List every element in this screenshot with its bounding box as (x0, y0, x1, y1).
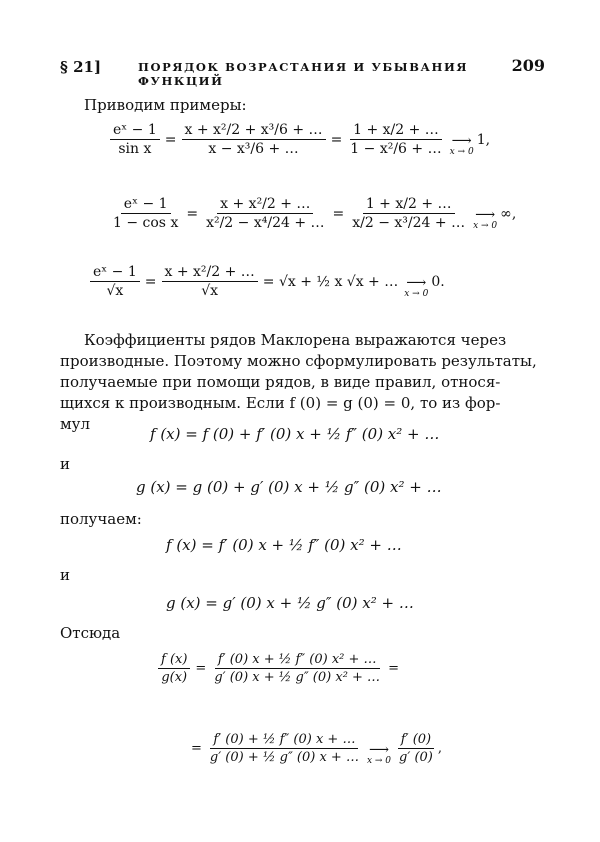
equation-6: f (x) = f′ (0) x + ½ f″ (0) x² + … (166, 536, 402, 554)
eq9-den: g′ (0) + ½ g″ (0) x + … (209, 750, 359, 765)
equation-1: $\frac{\text{eˣ − 1}}{\text{sin x}}$ = $\frac{\text{x + x²/2 + x³/6 + …}}{\text{x − x³/6 + …}}$ = $\frac{1 + x/2 + \dots}{\text{1 − x²/6 + …}}$ ⟶ x → 0 1, (108, 122, 490, 157)
eq3-r1-num: x + x²/2 + … (162, 264, 258, 282)
para-line: щихся к производным. Если f (0) = g (0) = 0, то из фор- (60, 394, 501, 412)
eq2-r1-num: x + x²/2 + … (217, 196, 313, 214)
eq2-r1-den: x²/2 − x⁴/24 + … (206, 215, 325, 231)
equation-4: f (x) = f (0) + f′ (0) x + ½ f″ (0) x² + … (150, 425, 440, 443)
eq8-lhs-den: g(x) (161, 670, 188, 685)
page-number: 209 (511, 56, 545, 75)
eq1-r2-num: 1 + x/2 + … (350, 122, 442, 140)
eq2-r2-num: 1 + x/2 + … (363, 196, 455, 214)
eq2-result: ∞, (500, 205, 517, 222)
eq1-r1-num: x + x²/2 + x³/6 + … (182, 122, 326, 140)
eq1-lhs-den: sin x (118, 141, 152, 157)
eq9-result-num: f′ (0) (398, 732, 434, 749)
section-number: § 21] (60, 58, 102, 76)
chapter-title: ПОРЯДОК ВОЗРАСТАНИЯ И УБЫВАНИЯ ФУНКЦИЙ (138, 60, 469, 88)
conjunction-and-1: и (60, 455, 70, 473)
eq1-lhs (110, 122, 160, 157)
eq8-r1-den: g′ (0) x + ½ g″ (0) x² + … (214, 670, 381, 685)
eq1-lhs-num: eˣ − 1 (110, 122, 160, 140)
eq1-r1-den: x − x³/6 + … (208, 141, 299, 157)
eq1-r2-den: 1 − x²/6 + … (350, 141, 442, 157)
eq8-r1 (211, 652, 383, 685)
eq3-limit (404, 274, 429, 299)
body-paragraph (60, 330, 545, 435)
eq1-limit-condition: x → 0 (449, 146, 474, 157)
eq3-lhs-num: eˣ − 1 (90, 264, 140, 282)
eq9-main (207, 732, 362, 765)
eq9-limit-condition: x → 0 (366, 755, 392, 766)
eq3-rhs: = √x + ½ x √x + … (262, 273, 399, 290)
equation-5: g (x) = g (0) + g′ (0) x + ½ g″ (0) x² + … (136, 478, 442, 496)
eq9-limit (366, 741, 392, 766)
eq2-lhs-num: eˣ − 1 (121, 196, 171, 214)
para-line: мул (60, 415, 91, 433)
examples-intro: Приводим примеры: (84, 96, 247, 114)
arrow-icon: ⟶ (368, 741, 390, 758)
hence-text: Отсюда (60, 624, 121, 642)
eq2-limit (473, 206, 498, 231)
eq8-r1-num: f′ (0) x + ½ f″ (0) x² + … (215, 652, 380, 669)
eq9-result-den: g′ (0) (399, 750, 433, 765)
eq9-result (396, 732, 436, 765)
equation-9: = $\frac{\text{f′ (0) + ½ f″ (0) x + …}}{\text{g′ (0) + ½ g″ (0) x + …}}$ ⟶ x → 0 $\frac{f' (0)}{g' (0)}$ , (191, 732, 443, 766)
eq8-lhs-num: f (x) (158, 652, 190, 669)
eq3-lhs (90, 264, 140, 299)
eq1-result: 1, (476, 131, 491, 148)
eq9-num: f′ (0) + ½ f″ (0) x + … (210, 732, 358, 749)
eq2-lhs (110, 196, 181, 231)
para-line: производные. Поэтому можно сформулировать результаты, (60, 352, 537, 370)
arrow-icon: ⟶ (406, 274, 427, 291)
eq3-lhs-den: √x (106, 283, 124, 299)
eq2-lhs-den: 1 − cos x (113, 215, 179, 231)
conjunction-and-2: и (60, 566, 70, 584)
para-line: Коэффициенты рядов Маклорена выражаются через (84, 331, 507, 349)
eq2-r1 (203, 196, 327, 231)
para-line: получаемые при помощи рядов, в виде правил, относя- (60, 373, 501, 391)
obtain-text: получаем: (60, 510, 142, 528)
eq1-r2 (347, 122, 444, 157)
eq3-r1 (162, 264, 258, 299)
eq8-lhs (158, 652, 190, 685)
equation-8: $\frac{f (x)}{g(x)}$ = $\frac{\text{f′ (0) x + ½ f″ (0) x² + …}}{\text{g′ (0) x + ½ g″ (0) x² + …}}$ = (156, 652, 402, 685)
eq1-r1 (182, 122, 326, 157)
equation-3: $\frac{\text{eˣ − 1}}{√x}$ = $\frac{\text{x + x²/2 + …}}{√x}$ = √x + ½ x √x + … ⟶ x → 0 0. (88, 264, 445, 299)
eq1-limit (449, 132, 474, 157)
equation-7: g (x) = g′ (0) x + ½ g″ (0) x² + … (166, 594, 414, 612)
eq3-r1-den: √x (201, 283, 219, 299)
arrow-icon: ⟶ (451, 132, 472, 149)
eq3-limit-condition: x → 0 (404, 288, 429, 299)
eq3-result: 0. (431, 273, 445, 290)
equation-2: $\frac{\text{eˣ − 1}}{\text{1 − cos x}}$ = $\frac{\text{x + x²/2 + …}}{\text{x²/2 − x⁴/24 + …}}$ = $\frac{1 + x/2 + \dots}{\text{x/2 − x³/24 + …}}$ ⟶ x → 0 ∞, (108, 196, 516, 231)
arrow-icon: ⟶ (475, 206, 496, 223)
eq2-limit-condition: x → 0 (473, 220, 498, 231)
running-header (60, 56, 545, 88)
eq2-r2-den: x/2 − x³/24 + … (352, 215, 466, 231)
eq2-r2 (349, 196, 468, 231)
